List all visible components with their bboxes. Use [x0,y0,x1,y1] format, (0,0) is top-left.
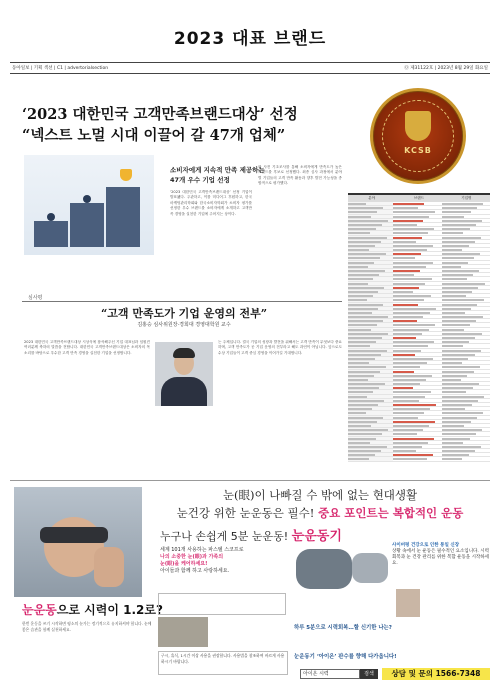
table-cell [393,282,441,285]
search-button[interactable]: 검색 [360,669,378,679]
table-cell [393,244,441,247]
table-cell [348,403,393,406]
table-cell [348,244,393,247]
table-cell [442,277,490,280]
table-cell [393,457,441,460]
table-cell [348,424,393,427]
winners-table-body [348,202,490,462]
ad-contact-bar [300,668,490,680]
podium-illustration [24,155,154,255]
table-cell [442,286,490,289]
table-cell [442,453,490,456]
table-cell [442,399,490,402]
interview-title: “고객 만족도가 기업 운영의 전부” [100,307,268,320]
ad-intro-line-1: 세계 101개 사용하는 파스텔 스코프로 [160,547,244,553]
table-cell [348,420,393,423]
table-cell [393,344,441,347]
table-cell [348,344,393,347]
table-cell [442,269,490,272]
table-cell [348,428,393,431]
table-cell [393,240,441,243]
table-cell [348,298,393,301]
table-cell [348,215,393,218]
table-cell [393,265,441,268]
table-cell [442,437,490,440]
table-cell [348,407,393,410]
product-device-image [296,549,352,589]
table-cell [393,303,441,306]
header-right-text: ⓪ 제31122호 | 2023년 8월 29일 화요일 [404,66,488,71]
table-cell [442,416,490,419]
table-cell [442,449,490,452]
section-divider [22,301,342,302]
table-cell [348,437,393,440]
table-cell [348,395,393,398]
table-cell [348,277,393,280]
table-cell [348,378,393,381]
table-cell [393,328,441,331]
table-cell [348,206,393,209]
table-cell [442,319,490,322]
table-cell [442,353,490,356]
table-cell [442,294,490,297]
table-cell [442,311,490,314]
table-cell [442,432,490,435]
ad-intro-box [160,547,290,575]
table-cell [348,319,393,322]
table-cell [393,424,441,427]
table-cell [393,307,441,310]
table-cell [348,261,393,264]
table-cell [393,432,441,435]
ad-headline-line-2 [150,505,490,521]
feature-headline-1: ‘2023 대한민국 고객만족브랜드대상’ 선정 [22,106,298,123]
ad-intro-line-2: 나의 소중한 눈(眼)과 가족의 [160,554,224,560]
table-cell [442,445,490,448]
table-cell [393,273,441,276]
table-cell [393,269,441,272]
table-cell [442,428,490,431]
table-cell [348,236,393,239]
table-cell [348,361,393,364]
feature-subhead [170,165,265,185]
table-cell [393,445,441,448]
table-cell [442,202,490,205]
header-left-text: 동아일보 | 기획 섹션 | C1 | advertorialsection [12,66,109,71]
interview-byline: 김홍승 심사위원장·경희대 경영대학원 교수 [137,322,231,328]
table-cell [348,390,393,393]
table-cell [348,399,393,402]
table-cell [442,336,490,339]
table-cell [348,453,393,456]
table-cell [393,399,441,402]
advertisement-eye-exercise [10,480,490,680]
table-cell [393,370,441,373]
feature-body-left: ‘2023 대한민국 고객만족브랜드대상’ 선정 기업이 발표됐다. 주관하고, 이를 미디어그 후원하고, 한국마케팅관리학회와 한국소비자학회가 소비자 평가를 선정한 우수 브랜드를 소비자에게 소개하고 고객만족 경영을 실천한 기업에 주어지는 상이다. [170,190,252,216]
ad-subheading-1: 하루 5분으로 시력회복…할 신기한 나는? [294,625,392,631]
ad-headline-line-3 [160,525,342,544]
table-cell [442,223,490,226]
feature-body-right: 한 사전 기초조사를 통해 소비자에게 만족도가 높은 브랜드를 후보로 선정했다. 최종 심사 과정에서 분야별 기업들의 고객 만족 활동과 향후 발전 가능성을 종합적으로 평가했다. [258,165,342,186]
table-cell [442,357,490,360]
table-header-cell: 분야 [368,196,376,200]
table-cell [348,223,393,226]
table-cell [393,223,441,226]
hand-shape [94,547,124,587]
table-cell [393,420,441,423]
ad-left-body: 한번 운동을 쓰기 시작하면 평소의 눈가는 정기적으로 유지하셔야 합니다. 눈에 좋은 습관을 함께 실천하세요. [22,621,152,632]
ad-feature-list [158,593,286,615]
ad-thumbnail-photo [158,617,208,647]
interview-body-right: 는 주체입니다. 결국 기업의 성장과 발전을 위해서는 고객 만족이 무엇보다 중요하며, 고객 만족도가 곧 기업 운영의 전부라고 해도 과언이 아닙니다. 앞으로도 수상 기업들이 고객 중심 경영을 이어가길 기대합니다. [218,340,342,355]
trophy-icon [120,169,132,181]
child-with-device-photo [14,487,142,597]
table-cell [442,210,490,213]
table-cell [393,215,441,218]
table-cell [348,256,393,259]
ad-subheading-2: 눈운동기 ‘아이온’ 판수를 향해 다가옵니다! [294,654,397,660]
table-cell [442,244,490,247]
table-row [348,457,490,461]
table-cell [442,307,490,310]
award-emblem [370,88,466,184]
table-cell [442,215,490,218]
table-header-cell: 브랜드 [413,196,425,200]
table-cell [348,332,393,335]
table-cell [393,202,441,205]
table-cell [442,403,490,406]
table-cell [393,407,441,410]
newspaper-header-bar [10,62,490,74]
podium-step-center [70,203,104,247]
ad-right-body: 상황 속에서 눈 운동은 필수적인 요소입니다. 시력 회복과 눈 건강 관리를 위한 복합 운동을 시작하세요. [392,549,489,566]
table-cell [442,303,490,306]
feature-headline-2: “넥스트 노멀 시대 이끌어 갈 47개 업체” [22,127,286,144]
table-cell [442,236,490,239]
table-cell [442,374,490,377]
table-cell [393,416,441,419]
table-cell [393,323,441,326]
table-cell [442,252,490,255]
page-top-title: 2023 대표 브랜드 [173,29,327,49]
table-cell [348,357,393,360]
ad-line2-plain: 눈건강 위한 눈운동은 필수! [176,506,319,520]
ad-line2-emphasis: 중요 포인트는 복합적인 운동 [318,506,464,520]
ad-claim-emphasis: 눈운동 [22,603,57,617]
table-cell [393,365,441,368]
table-cell [348,445,393,448]
table-cell [393,395,441,398]
table-cell [348,294,393,297]
feature-subhead-line-2: 47개 우수 기업 선정 [170,176,230,184]
table-cell [393,332,441,335]
ad-person-photo [396,589,420,617]
ad-intro-line-3: 눈(眼)을 케어하세요! [160,561,208,567]
ad-right-box [392,543,490,585]
table-cell [348,240,393,243]
table-cell [348,328,393,331]
table-cell [442,344,490,347]
table-cell [442,390,490,393]
table-cell [348,336,393,339]
interviewee-portrait [155,342,213,406]
table-cell [393,210,441,213]
table-cell [348,290,393,293]
table-cell [393,219,441,222]
table-cell [442,265,490,268]
table-cell [393,449,441,452]
table-cell [393,382,441,385]
table-cell [393,206,441,209]
table-cell [348,416,393,419]
table-cell [442,315,490,318]
product-device-image-2 [352,553,388,583]
ad-headline-line-1: 눈(眼)이 나빠질 수 밖에 없는 현대생활 [222,488,418,502]
table-cell [442,349,490,352]
table-cell [393,256,441,259]
table-cell [442,240,490,243]
table-cell [442,340,490,343]
table-cell [393,248,441,251]
table-cell [442,457,490,460]
table-cell [442,328,490,331]
table-cell [442,441,490,444]
table-cell [348,231,393,234]
table-cell [393,227,441,230]
table-cell [393,261,441,264]
table-cell [348,282,393,285]
table-cell [348,307,393,310]
ad-right-title: 사이버펑 건강으로 인한 통일 신장 [392,543,460,548]
table-cell [348,432,393,435]
table-cell [393,290,441,293]
table-cell [442,424,490,427]
table-cell [442,395,490,398]
table-cell [393,361,441,364]
table-cell [348,265,393,268]
table-cell [348,441,393,444]
table-cell [393,357,441,360]
winners-table-header [348,195,490,202]
contact-phone: 상담 및 문의 1566-7348 [382,668,490,680]
table-cell [393,378,441,381]
table-cell [348,219,393,222]
shield-icon [405,111,431,141]
table-cell [393,277,441,280]
podium-step-left [34,221,68,247]
table-cell [442,361,490,364]
person-figure [83,195,91,203]
portrait-suit [161,377,207,406]
table-cell [442,411,490,414]
table-cell [393,390,441,393]
table-cell [348,315,393,318]
table-cell [393,315,441,318]
table-cell [348,386,393,389]
table-cell [393,349,441,352]
podium-step-right [106,187,140,247]
interview-body-left: 2023 대한민국 고객만족브랜드대상 시상식에 참석해주신 기업 대표님과 임원진 여러분께 축하의 말씀을 전합니다. 대한민국 고객만족브랜드대상은 소비자의 목소리를 바탕으로 우수한 고객 만족 경영을 실천한 기업을 선정합니다. [24,340,150,355]
table-cell [442,273,490,276]
person-figure [47,213,55,221]
table-cell [442,407,490,410]
table-cell [348,353,393,356]
table-cell [393,411,441,414]
table-cell [442,365,490,368]
eye-device [40,527,108,543]
table-cell [442,282,490,285]
table-cell [442,231,490,234]
table-cell [442,323,490,326]
table-cell [348,365,393,368]
table-cell [348,202,393,205]
table-cell [442,206,490,209]
ad-line3-plain: 누구나 손쉽게 5분 눈운동! [160,530,292,543]
interview-section-label: 심사평 [28,295,43,301]
table-cell [442,290,490,293]
table-cell [348,349,393,352]
winners-table [348,193,490,478]
table-cell [393,298,441,301]
table-cell [442,227,490,230]
table-cell [442,370,490,373]
table-cell [393,374,441,377]
ad-claim-rest: 으로 시력이 1.2로? [56,603,163,617]
table-cell [393,319,441,322]
table-cell [393,353,441,356]
table-cell [393,403,441,406]
table-cell [348,269,393,272]
table-cell [442,256,490,259]
table-cell [393,386,441,389]
table-cell [348,323,393,326]
table-cell [348,457,393,460]
ad-intro-line-4: 아이들과 함께 하고 사랑하세요. [160,568,230,574]
table-cell [348,449,393,452]
table-cell [348,374,393,377]
table-cell [348,411,393,414]
table-cell [442,248,490,251]
table-cell [348,340,393,343]
table-cell [348,210,393,213]
table-cell [393,294,441,297]
table-cell [348,370,393,373]
table-cell [393,236,441,239]
table-cell [442,382,490,385]
ad-main-claim [22,601,163,618]
table-cell [393,441,441,444]
table-cell [393,428,441,431]
table-cell [442,219,490,222]
search-input[interactable]: 아이온 시력 [300,669,360,679]
table-cell [393,231,441,234]
table-cell [393,340,441,343]
table-cell [393,437,441,440]
table-cell [348,273,393,276]
table-cell [348,311,393,314]
table-cell [393,336,441,339]
table-cell [348,286,393,289]
feature-subhead-line-1: 소비자에게 지속적 만족 제공하는 [170,166,265,174]
ad-usage-notice: 구시, 휴식, 1시간 이상 사용을 권장합니다. 사용법을 참조하여 바르게 사용하시기 바랍니다. [158,651,288,675]
table-cell [442,298,490,301]
emblem-text: KCSB [404,146,432,155]
table-cell [348,252,393,255]
table-cell [348,227,393,230]
table-cell [442,378,490,381]
table-cell [393,453,441,456]
table-cell [442,386,490,389]
ad-line3-emphasis: 눈운동기 [291,529,342,544]
table-cell [348,303,393,306]
table-header-cell: 기업명 [461,196,472,200]
table-cell [348,248,393,251]
table-cell [442,261,490,264]
portrait-hair [173,348,195,358]
table-cell [393,252,441,255]
table-cell [348,382,393,385]
table-cell [393,311,441,314]
table-cell [393,286,441,289]
table-cell [442,332,490,335]
table-cell [442,420,490,423]
